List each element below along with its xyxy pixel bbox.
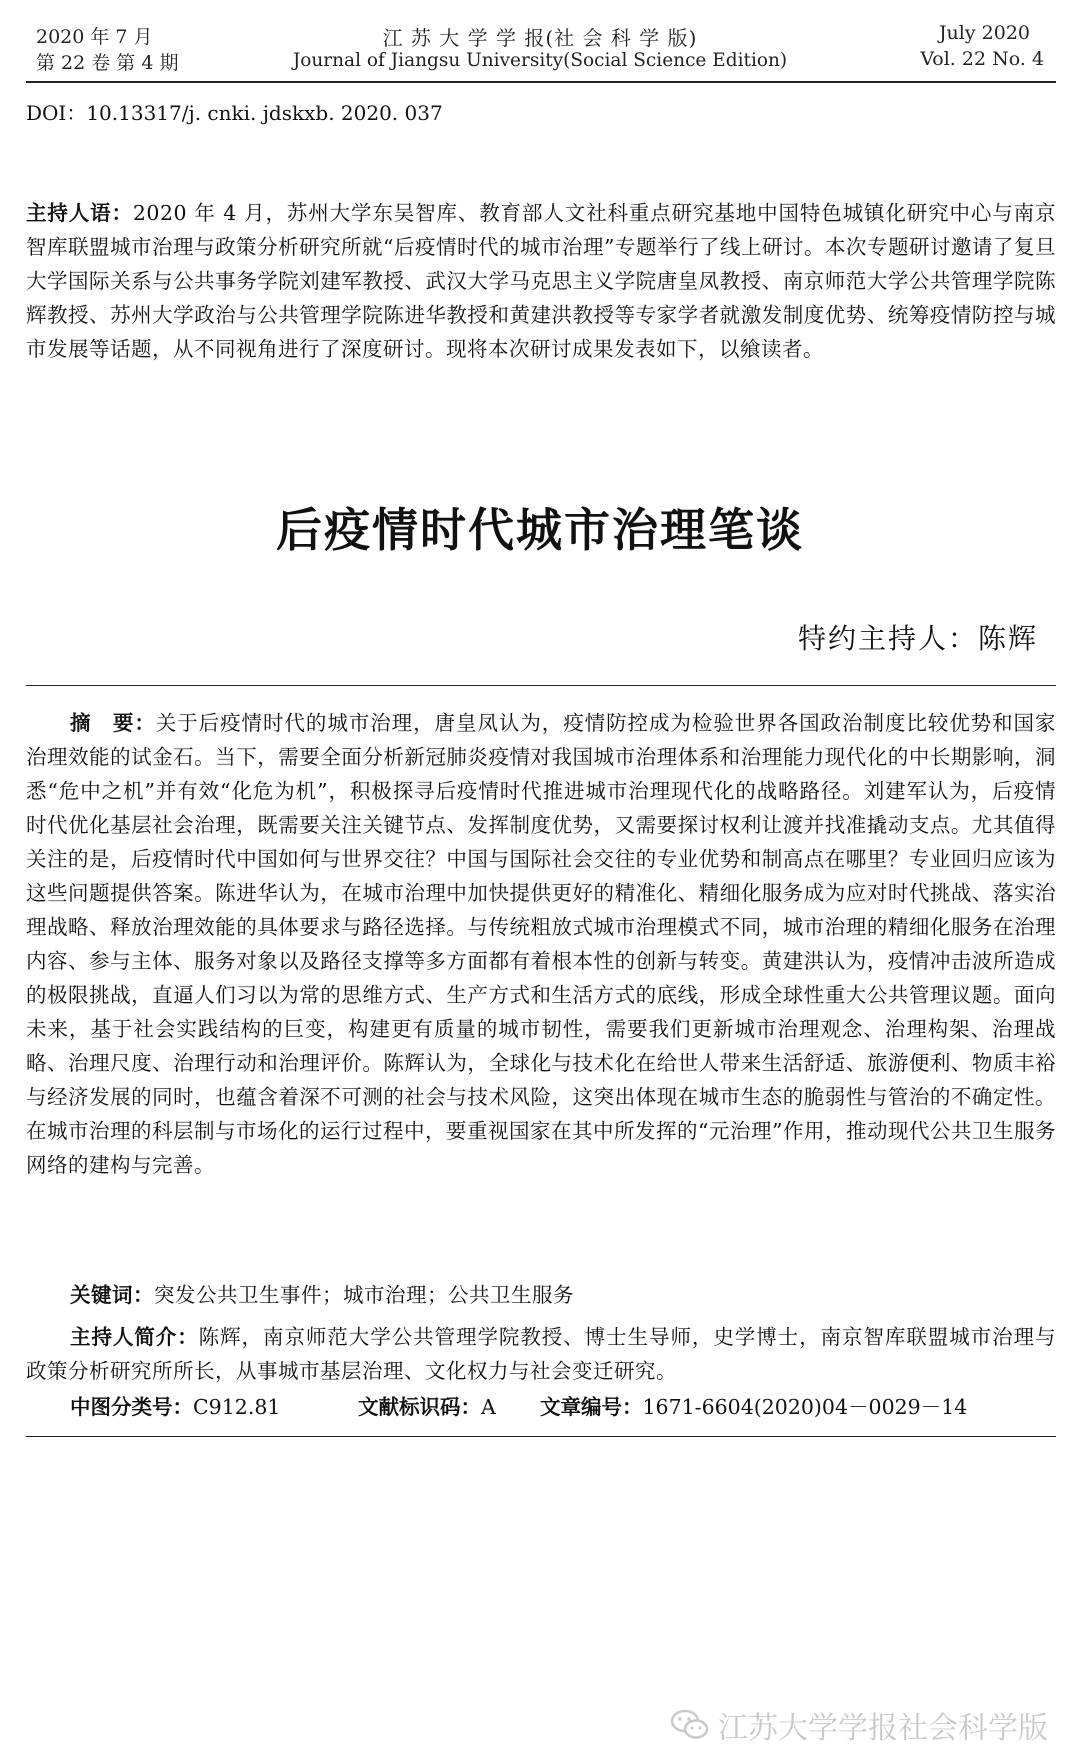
abstract — [26, 706, 1056, 1182]
title-rule — [26, 685, 1056, 686]
header-volume-cn: 第 22 卷 第 4 期 — [36, 52, 179, 74]
wechat-icon — [670, 1708, 710, 1742]
header-date-cn: 2020 年 7 月 — [36, 26, 153, 48]
host-words-label: 主持人语： — [26, 201, 133, 225]
document-code-label: 文献标识码： — [358, 1395, 481, 1419]
document-code — [358, 1390, 496, 1420]
article-number-label: 文章编号： — [540, 1395, 643, 1419]
doi: DOI：10.13317/j. cnki. jdskxb. 2020. 037 — [26, 101, 443, 125]
clc-label: 中图分类号： — [70, 1395, 193, 1419]
special-host: 特约主持人：陈辉 — [797, 622, 1038, 655]
journal-title-en: Journal of Jiangsu University(Social Science Edition) — [292, 50, 788, 71]
journal-title-cn: 江 苏 大 学 学 报(社 会 科 学 版) — [382, 26, 698, 50]
keywords — [26, 1278, 1056, 1312]
host-bio — [26, 1320, 1056, 1388]
article-number-value: 1671-6604(2020)04－0029－14 — [642, 1395, 968, 1419]
host-bio-label: 主持人简介： — [70, 1325, 199, 1349]
header-rule — [26, 81, 1056, 83]
article-number — [540, 1390, 967, 1420]
classification-rule — [26, 1436, 1056, 1437]
article-title: 后疫情时代城市治理笔谈 — [276, 503, 804, 557]
clc-value: C912.81 — [193, 1395, 281, 1419]
watermark-text: 江苏大学学报社会科学版 — [718, 1711, 1048, 1746]
keywords-text: 突发公共卫生事件；城市治理；公共卫生服务 — [154, 1283, 574, 1307]
header-volume-en: Vol. 22 No. 4 — [920, 48, 1044, 70]
host-words — [26, 196, 1056, 366]
clc-code — [70, 1390, 280, 1420]
document-code-value: A — [481, 1395, 496, 1419]
host-bio-text: 陈辉，南京师范大学公共管理学院教授、博士生导师，史学博士，南京智库联盟城市治理与政策分析研究所所长，从事城市基层治理、文化权力与社会变迁研究。 — [26, 1325, 1057, 1383]
host-words-text: 2020 年 4 月，苏州大学东吴智库、教育部人文社科重点研究基地中国特色城镇化研究中心与南京智库联盟城市治理与政策分析研究所就“后疫情时代的城市治理”专题举行了线上研讨。本次专题研讨邀请了复旦大学国际关系与公共事务学院刘建军教授、武汉大学马克思主义学院唐皇凤教授、南京师范大学公共管理学院陈辉教授、苏州大学政治与公共管理学院陈进华教授和黄建洪教授等专家学者就激发制度优势、统筹疫情防控与城市发展等话题，从不同视角进行了深度研讨。现将本次研讨成果发表如下，以飨读者。 — [26, 201, 1056, 361]
abstract-label: 摘 要： — [70, 711, 156, 735]
wechat-watermark — [670, 1703, 1048, 1747]
header-date-en: July 2020 — [938, 22, 1030, 44]
abstract-text: 关于后疫情时代的城市治理，唐皇凤认为，疫情防控成为检验世界各国政治制度比较优势和国家治理效能的试金石。当下，需要全面分析新冠肺炎疫情对我国城市治理体系和治理能力现代化的中长期影响，洞悉“危中之机”并有效“化危为机”，积极探寻后疫情时代推进城市治理现代化的战略路径。刘建军认为，后疫情时代优化基层社会治理，既需要关注关键节点、发挥制度优势，又需要探讨权利让渡并找准撬动支点。尤其值得关注的是，后疫情时代中国如何与世界交往？中国与国际社会交往的专业优势和制高点在哪里？专业回归应该为这些问题提供答案。陈进华认为，在城市治理中加快提供更好的精准化、精细化服务成为应对时代挑战、落实治理战略、释放治理效能的具体要求与路径选择。与传统粗放式城市治理模式不同，城市治理的精细化服务在治理内容、参与主体、服务对象以及路径支撑等多方面都有着根本性的创新与转变。黄建洪认为，疫情冲击波所造成的极限挑战，直逼人们习以为常的思维方式、生产方式和生活方式的底线，形成全球性重大公共管理议题。面向未来，基于社会实践结构的巨变，构建更有质量的城市韧性，需要我们更新城市治理观念、治理构架、治理战略、治理尺度、治理行动和治理评价。陈辉认为，全球化与技术化在给世人带来生活舒适、旅游便利、物质丰裕与经济发展的同时，也蕴含着深不可测的社会与技术风险，这突出体现在城市生态的脆弱性与管治的不确定性。在城市治理的科层制与市场化的运行过程中，要重视国家在其中所发挥的“元治理”作用，推动现代公共卫生服务网络的建构与完善。 — [26, 711, 1057, 1177]
keywords-label: 关键词： — [70, 1283, 154, 1307]
